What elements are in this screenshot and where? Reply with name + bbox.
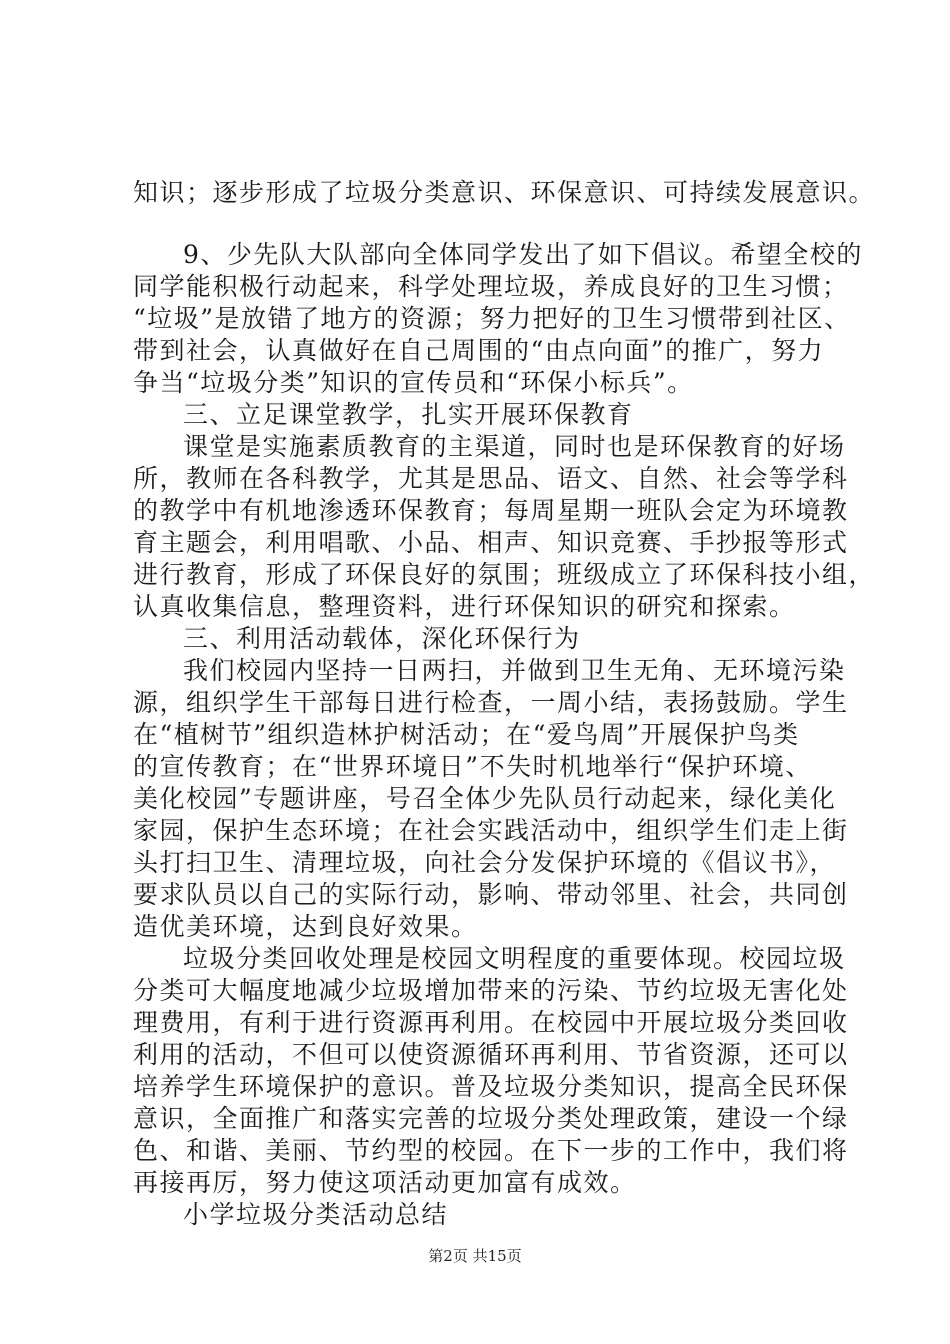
text-line: 再接再厉，努力使这项活动更加富有成效。 [133, 1168, 637, 1197]
section-heading: 三、立足课堂教学，扎实开展环保教育 [183, 400, 634, 429]
section-heading: 三、利用活动载体，深化环保行为 [183, 624, 581, 653]
text-line: 美化校园”专题讲座，号召全体少先队员行动起来，绿化美化 [133, 784, 837, 813]
text-line: 家园，保护生态环境；在社会实践活动中，组织学生们走上街 [133, 816, 849, 845]
page-footer: 第2页 共15页 [428, 1247, 522, 1265]
text-line: 进行教育，形成了环保良好的氛围；班级成立了环保科技小组， [133, 560, 876, 589]
paragraph-start-line: 课堂是实施素质教育的主渠道，同时也是环保教育的好场 [183, 432, 846, 461]
text-line: 色、和谐、美丽、节约型的校园。在下一步的工作中，我们将 [133, 1136, 849, 1165]
text-line: 同学能积极行动起来，科学处理垃圾，养成良好的卫生习惯； [133, 272, 849, 301]
text-line: 所，教师在各科教学，尤其是思品、语文、自然、社会等学科 [133, 464, 849, 493]
text-line: 头打扫卫生、清理垃圾，向社会分发保护环境的《倡议书》， [133, 848, 837, 877]
paragraph-start-line: 9、少先队大队部向全体同学发出了如下倡议。希望全校的 [183, 240, 863, 269]
text-line: 培养学生环境保护的意识。普及垃圾分类知识，提高全民环保 [133, 1072, 849, 1101]
text-line: 认真收集信息，整理资料，进行环保知识的研究和探索。 [133, 592, 796, 621]
text-line: “垃圾”是放错了地方的资源；努力把好的卫生习惯带到社区、 [133, 304, 851, 333]
document-title-line: 小学垃圾分类活动总结 [183, 1200, 449, 1229]
text-line: 在“植树节”组织造林护树活动；在“爱鸟周”开展保护鸟类 [133, 720, 800, 749]
text-line: 的宣传教育；在“世界环境日”不失时机地举行“保护环境、 [133, 752, 812, 781]
text-line: 源，组织学生干部每日进行检查，一周小结，表扬鼓励。学生 [133, 688, 849, 717]
text-line: 分类可大幅度地减少垃圾增加带来的污染、节约垃圾无害化处 [133, 976, 849, 1005]
text-line: 意识，全面推广和落实完善的垃圾分类处理政策，建设一个绿 [133, 1104, 849, 1133]
text-line: 知识；逐步形成了垃圾分类意识、环保意识、可持续发展意识。 [133, 178, 876, 207]
text-line: 利用的活动，不但可以使资源循环再利用、节省资源，还可以 [133, 1040, 849, 1069]
text-line: 要求队员以自己的实际行动，影响、带动邻里、社会，共同创 [133, 880, 849, 909]
text-line: 争当“垃圾分类”知识的宣传员和“环保小标兵”。 [133, 368, 694, 397]
text-line: 的教学中有机地渗透环保教育；每周星期一班队会定为环境教 [133, 496, 849, 525]
text-line: 造优美环境，达到良好效果。 [133, 912, 478, 941]
text-line: 理费用，有利于进行资源再利用。在校园中开展垃圾分类回收 [133, 1008, 849, 1037]
text-line: 带到社会，认真做好在自己周围的“由点向面”的推广，努力 [133, 336, 825, 365]
paragraph-start-line: 垃圾分类回收处理是校园文明程度的重要体现。校园垃圾 [183, 944, 846, 973]
text-line: 育主题会，利用唱歌、小品、相声、知识竞赛、手抄报等形式 [133, 528, 849, 557]
paragraph-start-line: 我们校园内坚持一日两扫，并做到卫生无角、无环境污染 [183, 656, 846, 685]
